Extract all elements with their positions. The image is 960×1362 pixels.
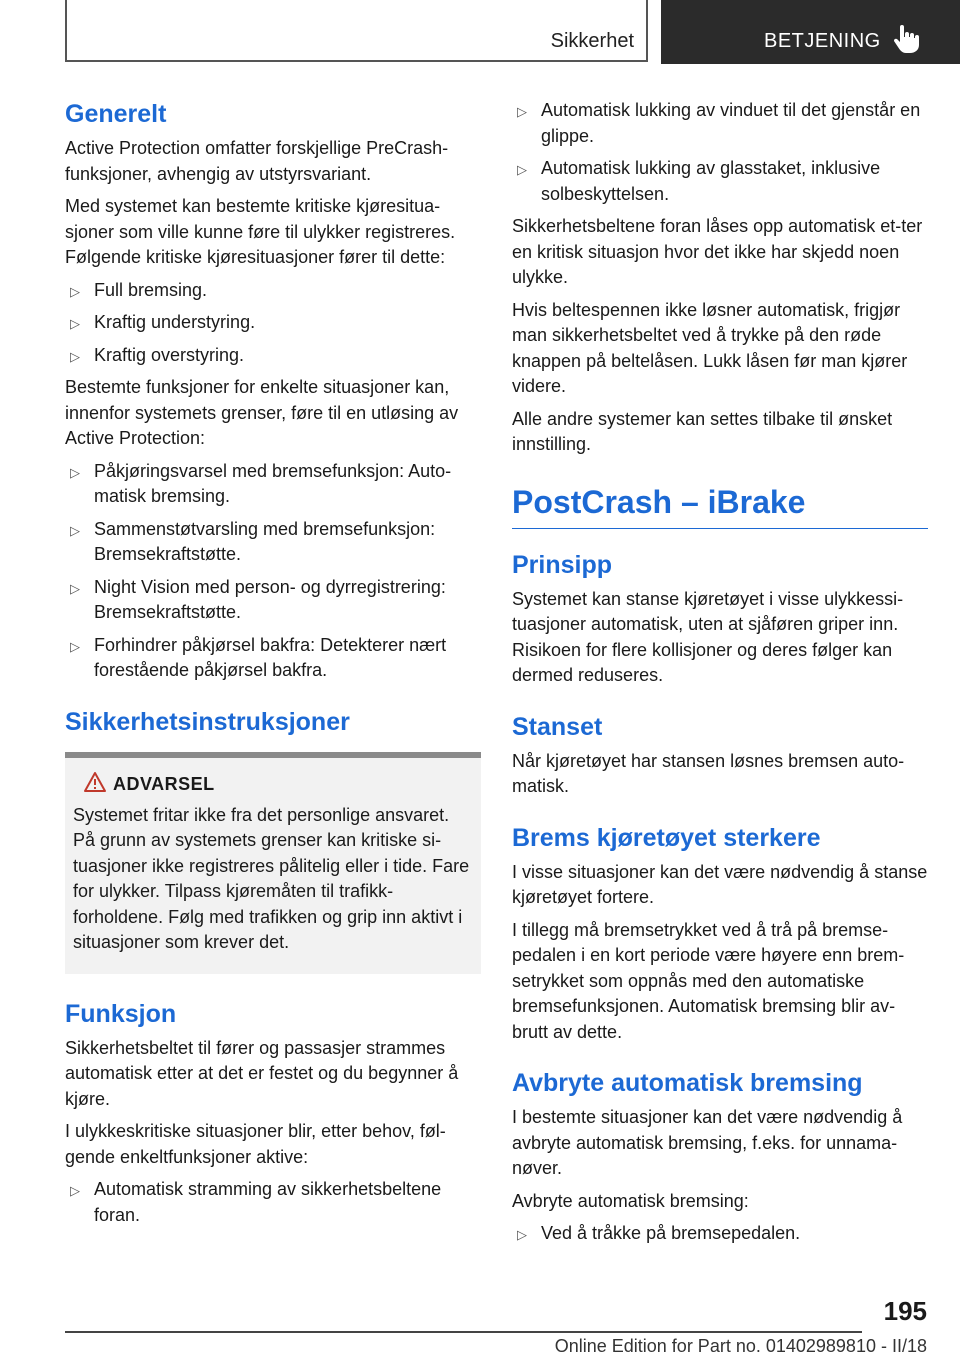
- hand-pointer-icon: [893, 24, 921, 54]
- avbryte-heading: Avbryte automatisk bremsing: [512, 1069, 863, 1097]
- list-item: ▷ Sammenstøtvarsling med bremsefunksjon: Bremsekraftstøtte.: [70, 518, 436, 564]
- list-item: ▷ Ved å tråkke på bremsepedalen.: [512, 1221, 928, 1247]
- prinsipp-heading: Prinsipp: [512, 550, 613, 579]
- triangle-bullet-icon: ▷: [70, 1183, 80, 1198]
- list-item: ▷ Full bremsing.: [65, 278, 481, 304]
- prinsipp-paragraph: Systemet kan stanse kjøretøyet i visse ulykkessi-tuasjoner automatisk, uten at sjåføren griper inn. Risikoen for flere kollisjoner og deres følger kan dermed reduseres.: [512, 588, 904, 685]
- continued-paragraph-1: Sikkerhetsbeltene foran låses opp automatisk et-ter en kritisk situasjon hvor det ikke har skjedd noen ulykke.: [512, 216, 923, 287]
- warning-box: [65, 752, 481, 974]
- continued-list: [512, 98, 928, 207]
- list-item: ▷ Night Vision med person- og dyrregistrering: Bremsekraftstøtte.: [70, 576, 446, 622]
- page-header: [0, 0, 960, 66]
- triangle-bullet-icon: ▷: [70, 316, 80, 331]
- avbryte-list: [512, 1221, 928, 1247]
- funksjon-list: [65, 1177, 481, 1228]
- chapter-tab-label: BETJENING: [764, 30, 881, 52]
- funksjon-paragraph-1: Sikkerhetsbeltet til fører og passasjer strammes automatisk etter at det er festet og du begynner å kjøre.: [65, 1037, 459, 1109]
- right-column: [512, 98, 928, 1254]
- list-item: ▷ Forhindrer påkjørsel bakfra: Detekterer nært forestående påkjørsel bakfra.: [70, 634, 447, 680]
- triangle-bullet-icon: ▷: [70, 464, 80, 480]
- stanset-paragraph: Når kjøretøyet har stansen løsnes bremsen auto-matisk.: [512, 750, 905, 796]
- section-tab-label: Sikkerhet: [550, 30, 634, 52]
- list-item: ▷ Påkjøringsvarsel med bremsefunksjon: Auto-matisk bremsing.: [70, 460, 452, 506]
- avbryte-paragraph-1: I bestemte situasjoner kan det være nødvendig å avbryte automatisk bremsing, f.eks. for unnama-nøver.: [512, 1107, 903, 1178]
- generelt-paragraph-3: Bestemte funksjoner for enkelte situasjoner kan, innenfor systemets grenser, føre til en utløsing av Active Protection:: [65, 377, 459, 448]
- section-tab: [65, 0, 648, 62]
- triangle-bullet-icon: ▷: [517, 162, 527, 177]
- triangle-bullet-icon: ▷: [517, 1227, 527, 1242]
- brems-paragraph-2: I tillegg må bremsetrykket ved å trå på bremse-pedalen i en kort periode være høyere enn brem-setrykket som oppnås med den automatiske bremsefunksjonen. Automatisk bremsing blir av-brutt av dette.: [512, 919, 905, 1042]
- warning-text: Systemet fritar ikke fra det personlige ansvaret. På grunn av systemets grenser kan kritiske si-tuasjoner ikke registreres pålitelig eller i tide. Fare for ulykker. Tilpass kjøremåten til trafikk-forholdene. Følg med trafikken og grip inn aktivt i situasjoner som krever det.: [73, 804, 470, 952]
- function-list: [65, 459, 481, 684]
- warning-triangle-icon: [83, 771, 107, 793]
- continued-paragraph-2: Hvis beltespennen ikke løsner automatisk, frigjør man sikkerhetsbeltet ved å trykke på den røde knappen på beltelåsen. Lukk låsen før man kjører videre.: [512, 299, 908, 396]
- warning-title: ADVARSEL: [113, 774, 473, 795]
- generelt-paragraph-1: Active Protection omfatter forskjellige PreCrash-funksjoner, avhengig av utstyrsvariant.: [65, 138, 449, 184]
- footer-divider: [65, 1331, 862, 1333]
- postcrash-heading: PostCrash – iBrake: [512, 483, 806, 520]
- avbryte-paragraph-2: Avbryte automatisk bremsing:: [512, 1190, 749, 1211]
- triangle-bullet-icon: ▷: [517, 104, 527, 119]
- critical-situations-list: [65, 278, 481, 369]
- triangle-bullet-icon: ▷: [70, 580, 80, 596]
- footer-edition: Online Edition for Part no. 01402989810 - II/18: [554, 1336, 927, 1356]
- left-column: [65, 98, 481, 1235]
- list-item: ▷ Kraftig understyring.: [65, 310, 481, 336]
- brems-paragraph-1: I visse situasjoner kan det være nødvendig å stanse kjøretøyet fortere.: [512, 861, 928, 907]
- funksjon-heading: Funksjon: [65, 999, 177, 1028]
- list-item: ▷ Automatisk stramming av sikkerhetsbeltene foran.: [70, 1179, 442, 1225]
- triangle-bullet-icon: ▷: [70, 638, 80, 654]
- list-item: ▷ Automatisk lukking av vinduet til det gjenstår en glippe.: [517, 100, 921, 146]
- stanset-heading: Stanset: [512, 712, 603, 741]
- list-item: ▷ Automatisk lukking av glasstaket, inklusive solbeskyttelsen.: [517, 158, 881, 204]
- safety-heading: Sikkerhetsinstruksjoner: [65, 707, 350, 736]
- triangle-bullet-icon: ▷: [70, 522, 80, 538]
- generelt-heading: Generelt: [65, 100, 167, 128]
- chapter-tab: [661, 0, 960, 64]
- triangle-bullet-icon: ▷: [70, 283, 80, 299]
- page-number: 195: [883, 1296, 927, 1326]
- postcrash-heading-wrap: [512, 480, 928, 529]
- generelt-paragraph-2: Med systemet kan bestemte kritiske kjøresitua-sjoner som ville kunne føre til ulykker registreres. Følgende kritiske kjøresituasjoner fører til dette:: [65, 196, 456, 267]
- list-item: ▷ Kraftig overstyring.: [65, 343, 481, 369]
- brems-heading: Brems kjøretøyet sterkere: [512, 823, 821, 852]
- continued-paragraph-3: Alle andre systemer kan settes tilbake til ønsket innstilling.: [512, 408, 893, 454]
- triangle-bullet-icon: ▷: [70, 348, 80, 364]
- funksjon-paragraph-2: I ulykkeskritiske situasjoner blir, etter behov, føl-gende enkeltfunksjoner aktive:: [65, 1121, 446, 1167]
